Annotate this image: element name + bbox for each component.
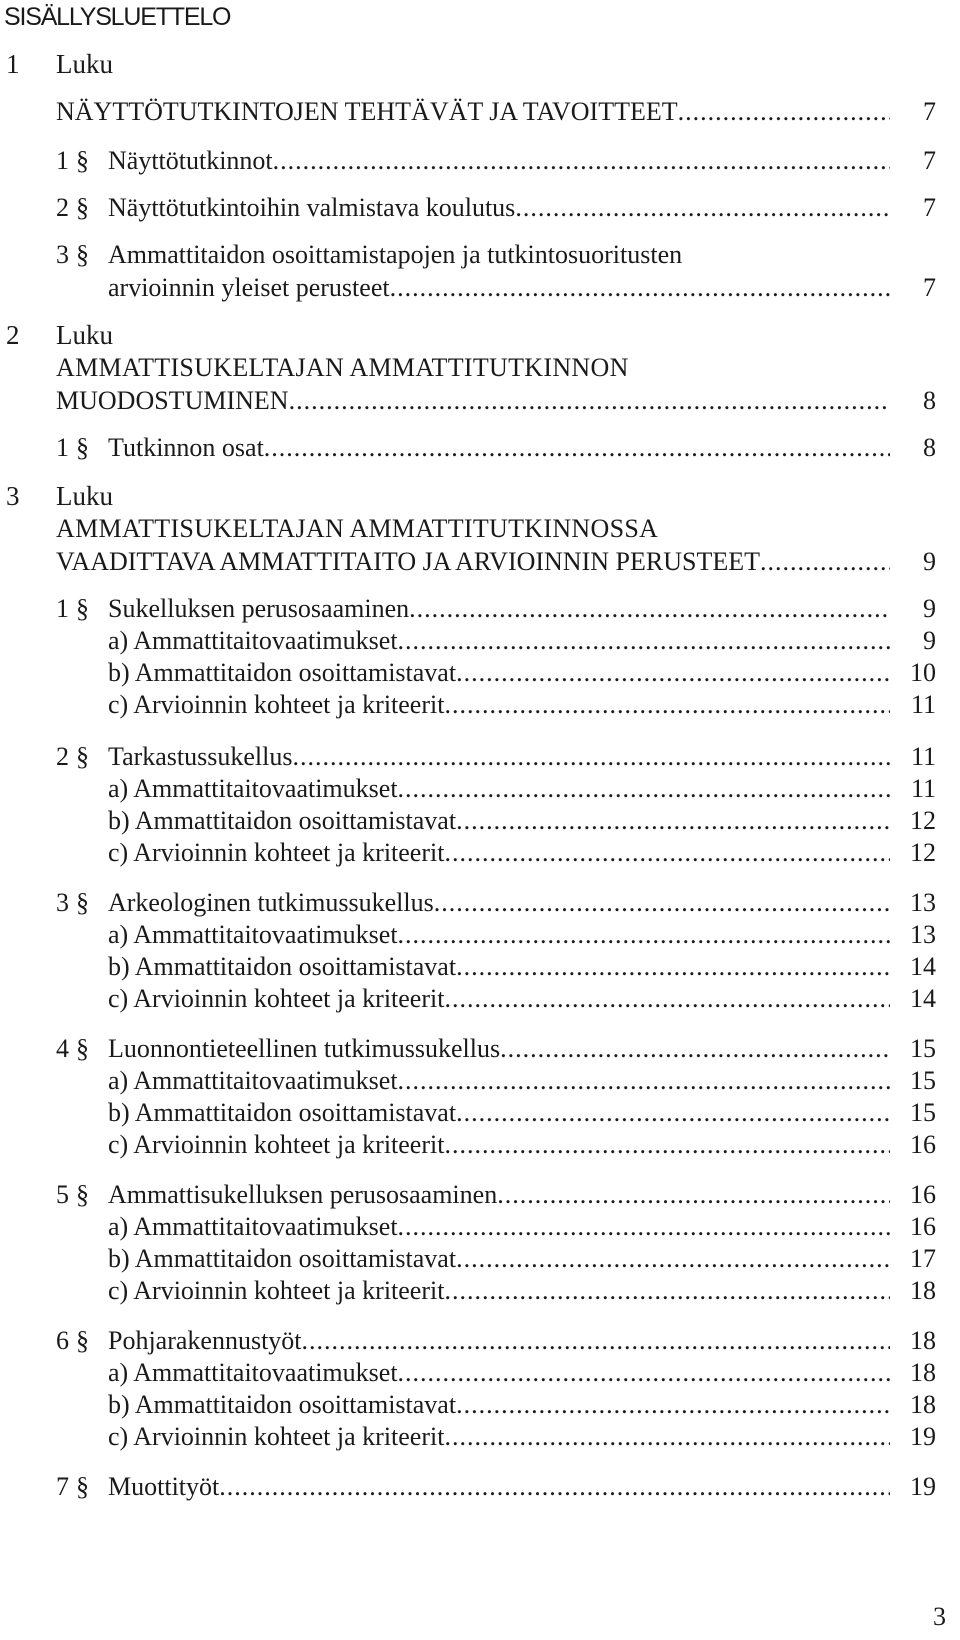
- entry-title: a) Ammattitaitovaatimukset: [108, 1358, 398, 1387]
- chapter-luku-label: Luku: [56, 320, 113, 350]
- chapter-title-row: [0, 95, 960, 129]
- dot-leader: [398, 624, 890, 658]
- section-row: [0, 1032, 960, 1066]
- entry-leader-line: [56, 384, 890, 418]
- entry-leader-line: [108, 271, 890, 305]
- entry-number: 1: [56, 146, 69, 175]
- entry-page-number: 10: [910, 658, 936, 687]
- entry-title: Tutkinnon osat: [108, 433, 264, 462]
- entry-title: Muottityöt: [108, 1472, 220, 1501]
- entry-title: Luonnontieteellinen tutkimussukellus: [108, 1034, 501, 1063]
- entry-page-number: 16: [910, 1130, 936, 1159]
- section-row-first-line: [0, 238, 960, 272]
- dot-leader: [398, 918, 890, 952]
- section-sign: §: [76, 240, 89, 269]
- entry-title: Ammattisukelluksen perusosaaminen: [108, 1180, 498, 1209]
- section-sign: §: [76, 888, 89, 917]
- entry-title: Pohjarakennustyöt: [108, 1326, 302, 1355]
- entry-title: arvioinnin yleiset perusteet: [108, 273, 390, 302]
- dot-leader: [497, 1178, 890, 1212]
- entry-page-number: 18: [910, 1390, 936, 1419]
- entry-leader-line: [108, 740, 890, 774]
- subsection-row: [0, 624, 960, 658]
- dot-leader: [398, 1210, 890, 1244]
- entry-title: Tarkastussukellus: [108, 742, 293, 771]
- subsection-row: [0, 772, 960, 806]
- section-row: [0, 886, 960, 920]
- subsection-row: [0, 1064, 960, 1098]
- dot-leader: [515, 191, 890, 225]
- entry-title: b) Ammattitaidon osoittamistavat: [108, 952, 457, 981]
- dot-leader: [456, 1388, 890, 1422]
- chapter-number: 3: [6, 481, 20, 511]
- section-row: [0, 1178, 960, 1212]
- section-sign: §: [76, 1472, 89, 1501]
- entry-page-number: 12: [910, 838, 936, 867]
- entry-page-number: 13: [910, 888, 936, 917]
- entry-page-number: 17: [910, 1244, 936, 1273]
- entry-leader-line: [108, 431, 890, 465]
- entry-leader-line: [56, 545, 890, 579]
- entry-leader-line: [108, 772, 890, 806]
- entry-title: c) Arvioinnin kohteet ja kriteerit: [108, 1276, 445, 1305]
- section-row: [0, 740, 960, 774]
- section-sign: §: [76, 1034, 89, 1063]
- entry-number: 2: [56, 193, 69, 222]
- entry-page-number: 15: [910, 1098, 936, 1127]
- entry-leader-line: [108, 918, 890, 952]
- section-row: [0, 431, 960, 465]
- entry-title: c) Arvioinnin kohteet ja kriteerit: [108, 690, 445, 719]
- dot-leader: [398, 772, 890, 806]
- section-sign: §: [76, 433, 89, 462]
- dot-leader: [219, 1470, 890, 1504]
- dot-leader: [273, 144, 890, 178]
- entry-leader-line: [108, 982, 890, 1016]
- entry-page-number: 15: [910, 1034, 936, 1063]
- entry-leader-line: [108, 1032, 890, 1066]
- entry-page-number: 8: [923, 386, 936, 415]
- entry-leader-line: [108, 688, 890, 722]
- dot-leader: [398, 1064, 890, 1098]
- subsection-row: [0, 950, 960, 984]
- entry-page-number: 9: [923, 626, 936, 655]
- entry-title: b) Ammattitaidon osoittamistavat: [108, 806, 457, 835]
- entry-page-number: 14: [910, 984, 936, 1013]
- entry-title: b) Ammattitaidon osoittamistavat: [108, 1390, 457, 1419]
- entry-leader-line: [108, 624, 890, 658]
- entry-leader-line: [108, 1324, 890, 1358]
- entry-leader-line: [108, 1128, 890, 1162]
- section-row: [0, 1470, 960, 1504]
- entry-page-number: 11: [910, 690, 936, 719]
- entry-title: Sukelluksen perusosaaminen: [108, 594, 410, 623]
- entry-leader-line: [56, 95, 890, 129]
- entry-title: NÄYTTÖTUTKINTOJEN TEHTÄVÄT JA TAVOITTEET: [56, 97, 678, 126]
- dot-leader: [760, 545, 890, 579]
- chapter-number: 2: [6, 320, 20, 350]
- subsection-row: [0, 1242, 960, 1276]
- entry-page-number: 19: [910, 1422, 936, 1451]
- dot-leader: [390, 271, 890, 305]
- dot-leader: [293, 740, 891, 774]
- section-sign: §: [76, 742, 89, 771]
- subsection-row: [0, 688, 960, 722]
- entry-leader-line: [108, 836, 890, 870]
- chapter-number: 1: [6, 49, 20, 79]
- section-sign: §: [76, 594, 89, 623]
- section-row: [0, 592, 960, 626]
- dot-leader: [444, 1274, 890, 1308]
- dot-leader: [456, 656, 890, 690]
- dot-leader: [456, 1242, 890, 1276]
- subsection-row: [0, 1128, 960, 1162]
- subsection-row: [0, 1388, 960, 1422]
- section-sign: §: [76, 193, 89, 222]
- entry-title-first-line: Ammattitaidon osoittamistapojen ja tutkintosuoritusten: [108, 240, 683, 269]
- entry-number: 3: [56, 240, 69, 269]
- entry-page-number: 7: [923, 193, 936, 222]
- entry-leader-line: [108, 656, 890, 690]
- entry-page-number: 18: [910, 1276, 936, 1305]
- entry-leader-line: [108, 144, 890, 178]
- entry-leader-line: [108, 950, 890, 984]
- entry-leader-line: [108, 1420, 890, 1454]
- entry-title: b) Ammattitaidon osoittamistavat: [108, 1244, 457, 1273]
- entry-number: 1: [56, 594, 69, 623]
- entry-page-number: 18: [910, 1326, 936, 1355]
- subsection-row: [0, 1096, 960, 1130]
- entry-title: VAADITTAVA AMMATTITAITO JA ARVIOINNIN PERUSTEET: [56, 547, 760, 576]
- entry-title: c) Arvioinnin kohteet ja kriteerit: [108, 838, 445, 867]
- entry-title: c) Arvioinnin kohteet ja kriteerit: [108, 1422, 445, 1451]
- entry-leader-line: [108, 1064, 890, 1098]
- dot-leader: [434, 886, 890, 920]
- subsection-row: [0, 656, 960, 690]
- entry-page-number: 18: [910, 1358, 936, 1387]
- section-sign: §: [76, 146, 89, 175]
- dot-leader: [289, 384, 890, 418]
- dot-leader: [444, 982, 890, 1016]
- entry-number: 4: [56, 1034, 69, 1063]
- dot-leader: [500, 1032, 890, 1066]
- subsection-row: [0, 1356, 960, 1390]
- entry-number: 5: [56, 1180, 69, 1209]
- entry-leader-line: [108, 1242, 890, 1276]
- entry-page-number: 12: [910, 806, 936, 835]
- dot-leader: [456, 804, 890, 838]
- entry-page-number: 11: [910, 774, 936, 803]
- chapter-title-line: AMMATTISUKELTAJAN AMMATTITUTKINNON: [56, 353, 629, 382]
- subsection-row: [0, 918, 960, 952]
- entry-page-number: 19: [910, 1472, 936, 1501]
- dot-leader: [456, 1096, 890, 1130]
- page-title: SISÄLLYSLUETTELO: [4, 3, 231, 31]
- section-sign: §: [76, 1180, 89, 1209]
- dot-leader: [444, 1128, 890, 1162]
- dot-leader: [302, 1324, 890, 1358]
- entry-title: b) Ammattitaidon osoittamistavat: [108, 1098, 457, 1127]
- dot-leader: [456, 950, 890, 984]
- page-number: 3: [933, 1602, 946, 1631]
- dot-leader: [398, 1356, 890, 1390]
- entry-title: MUODOSTUMINEN: [56, 386, 289, 415]
- entry-leader-line: [108, 1470, 890, 1504]
- dot-leader: [409, 592, 890, 626]
- entry-page-number: 7: [923, 146, 936, 175]
- entry-title: a) Ammattitaitovaatimukset: [108, 774, 398, 803]
- entry-number: 7: [56, 1472, 69, 1501]
- entry-leader-line: [108, 1388, 890, 1422]
- entry-leader-line: [108, 1274, 890, 1308]
- subsection-row: [0, 1210, 960, 1244]
- entry-page-number: 8: [923, 433, 936, 462]
- entry-title: Arkeologinen tutkimussukellus: [108, 888, 434, 917]
- chapter-title-row: [0, 384, 960, 418]
- entry-page-number: 14: [910, 952, 936, 981]
- subsection-row: [0, 1420, 960, 1454]
- entry-page-number: 7: [923, 273, 936, 302]
- dot-leader: [444, 1420, 890, 1454]
- entry-leader-line: [108, 592, 890, 626]
- chapter-luku-label: Luku: [56, 49, 113, 79]
- subsection-row: [0, 804, 960, 838]
- subsection-row: [0, 982, 960, 1016]
- entry-number: 3: [56, 888, 69, 917]
- chapter-title-row: [0, 545, 960, 579]
- entry-leader-line: [108, 1210, 890, 1244]
- entry-title: a) Ammattitaitovaatimukset: [108, 1066, 398, 1095]
- entry-title: Näyttötutkintoihin valmistava koulutus: [108, 193, 516, 222]
- entry-leader-line: [108, 804, 890, 838]
- entry-page-number: 7: [923, 97, 936, 126]
- entry-page-number: 16: [910, 1180, 936, 1209]
- entry-leader-line: [108, 191, 890, 225]
- entry-page-number: 9: [923, 594, 936, 623]
- entry-number: 1: [56, 433, 69, 462]
- entry-title: a) Ammattitaitovaatimukset: [108, 1212, 398, 1241]
- entry-title: c) Arvioinnin kohteet ja kriteerit: [108, 1130, 445, 1159]
- entry-title: a) Ammattitaitovaatimukset: [108, 920, 398, 949]
- entry-leader-line: [108, 1356, 890, 1390]
- dot-leader: [678, 95, 890, 129]
- entry-number: 2: [56, 742, 69, 771]
- entry-leader-line: [108, 1178, 890, 1212]
- entry-title: b) Ammattitaidon osoittamistavat: [108, 658, 457, 687]
- entry-leader-line: [108, 1096, 890, 1130]
- entry-page-number: 9: [923, 547, 936, 576]
- section-row: [0, 144, 960, 178]
- section-row: [0, 1324, 960, 1358]
- entry-title: Näyttötutkinnot: [108, 146, 273, 175]
- entry-page-number: 11: [910, 742, 936, 771]
- entry-title: c) Arvioinnin kohteet ja kriteerit: [108, 984, 445, 1013]
- section-row: [0, 191, 960, 225]
- chapter-title-line: AMMATTISUKELTAJAN AMMATTITUTKINNOSSA: [56, 514, 659, 543]
- entry-page-number: 13: [910, 920, 936, 949]
- section-row: [0, 271, 960, 305]
- subsection-row: [0, 836, 960, 870]
- dot-leader: [444, 836, 890, 870]
- entry-page-number: 16: [910, 1212, 936, 1241]
- subsection-row: [0, 1274, 960, 1308]
- entry-number: 6: [56, 1326, 69, 1355]
- entry-page-number: 15: [910, 1066, 936, 1095]
- section-sign: §: [76, 1326, 89, 1355]
- entry-title: a) Ammattitaitovaatimukset: [108, 626, 398, 655]
- entry-leader-line: [108, 886, 890, 920]
- dot-leader: [264, 431, 890, 465]
- chapter-luku-label: Luku: [56, 481, 113, 511]
- dot-leader: [444, 688, 890, 722]
